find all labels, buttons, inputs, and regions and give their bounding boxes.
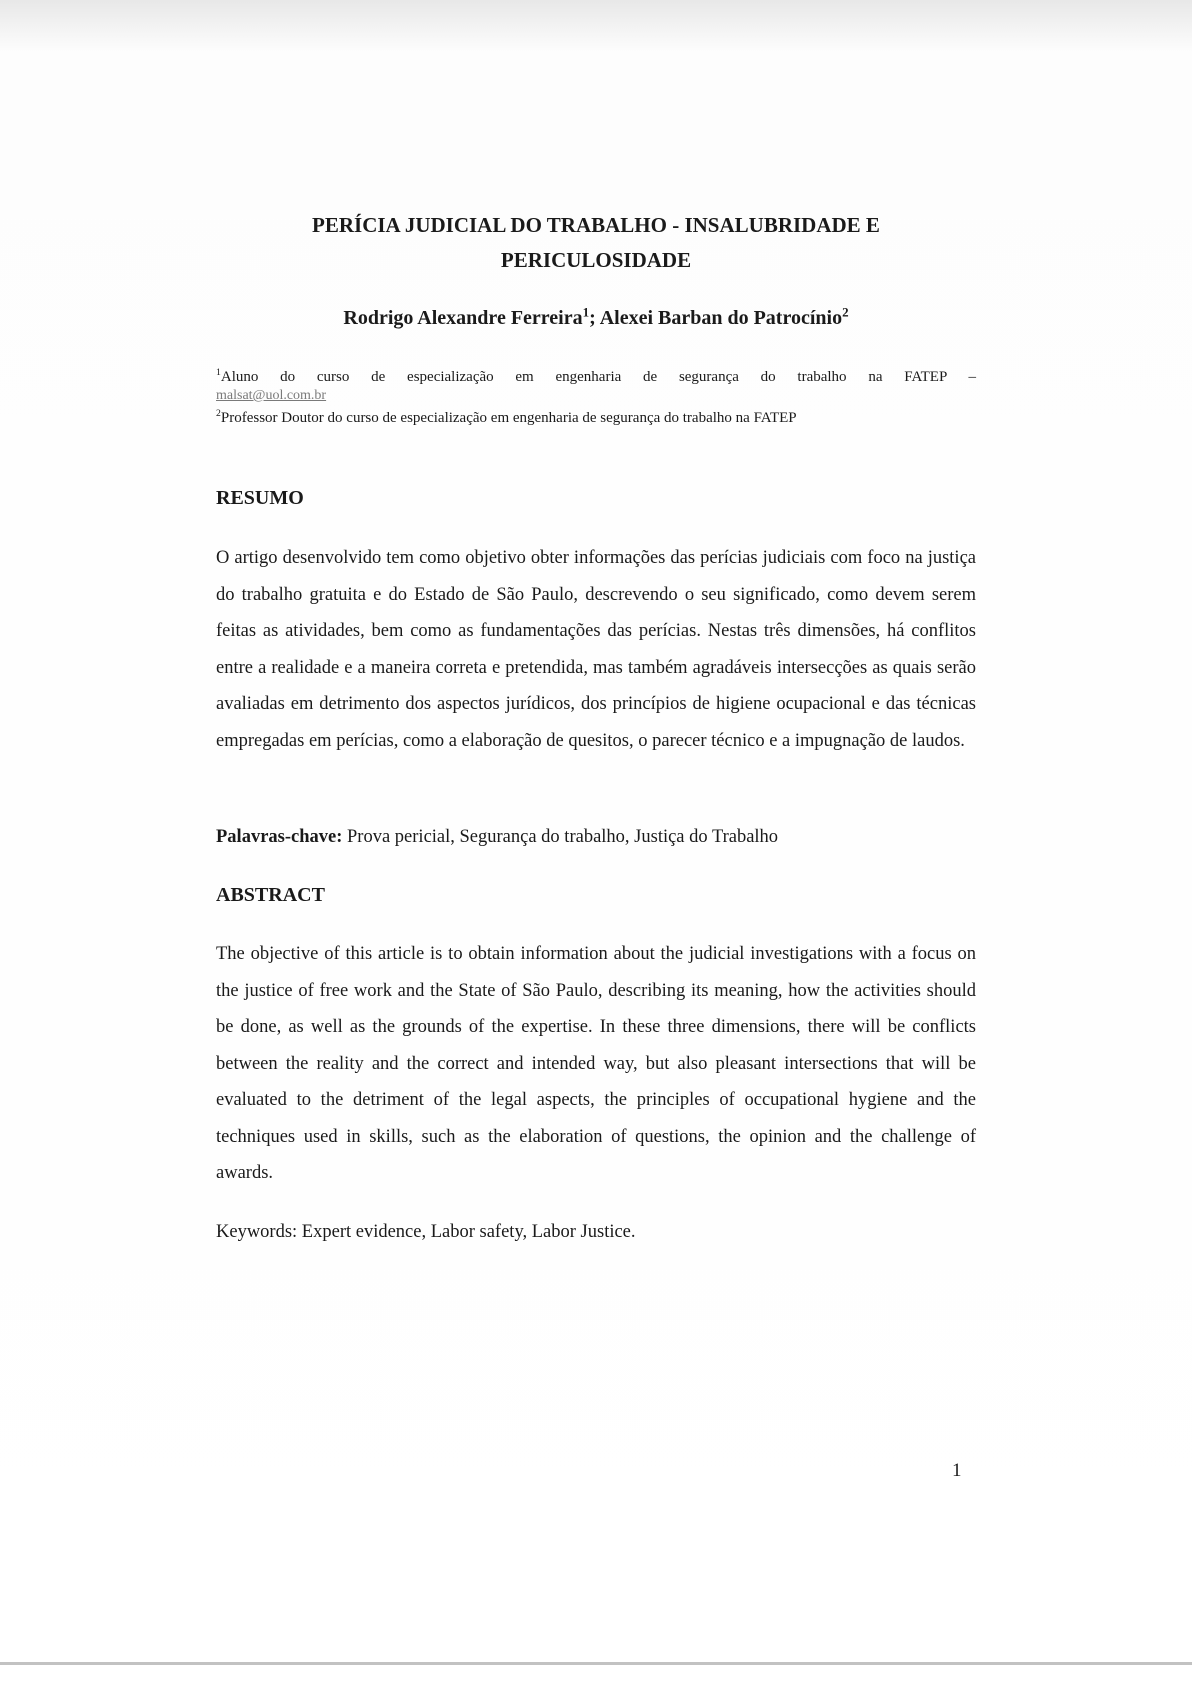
affiliation-2-mark: 2: [216, 408, 221, 419]
affiliation-2-text: Professor Doutor do curso de especialização em engenharia de segurança do trabalho na FATEP: [220, 410, 797, 426]
author-1: Rodrigo Alexandre Ferreira: [343, 307, 583, 329]
affiliation-1: [216, 367, 976, 387]
paper-title: [216, 208, 976, 278]
palavras-chave-text: Prova pericial, Segurança do trabalho, Justiça do Trabalho: [347, 827, 779, 847]
affiliation-2: [216, 408, 976, 428]
author-list: [216, 304, 976, 332]
page-number: 1: [952, 1460, 962, 1481]
abstract-heading: ABSTRACT: [216, 884, 325, 906]
author-2-mark: 2: [842, 304, 849, 320]
author-2: Alexei Barban do Patrocínio: [599, 307, 843, 329]
resumo-heading: RESUMO: [216, 487, 304, 509]
palavras-chave-label: Palavras-chave:: [216, 827, 343, 847]
author-1-mark: 1: [582, 304, 590, 320]
affiliation-1-mark: 1: [216, 367, 221, 378]
resumo-paragraph: O artigo desenvolvido tem como objetivo obter informações das perícias judiciais com foco na justiça do trabalho gratuita e do Estado de São Paulo, descrevendo o seu significado, como devem serem feitas as atividades, bem como as fundamentações das perícias. Nestas três dimensões, há conflitos entre a realidade e a maneira correta e pretendida, mas também agradáveis intersecções as quais serão avaliadas em detrimento dos aspectos jurídicos, dos princípios de higiene ocupacional e das técnicas empregadas em perícias, como a elaboração de quesitos, o parecer técnico e a impugnação de laudos.: [216, 548, 976, 751]
affiliation-1-text: Aluno do curso de especialização em engenharia de segurança do trabalho na FATEP –: [220, 369, 976, 385]
paper-title-line-2: PERICULOSIDADE: [500, 248, 692, 272]
scan-shadow-top: [0, 0, 1192, 52]
palavras-chave: [216, 823, 976, 851]
author-separator: ;: [589, 307, 600, 329]
paper-title-line-1: PERÍCIA JUDICIAL DO TRABALHO - INSALUBRIDADE E: [312, 213, 880, 237]
scan-edge-bottom: [0, 1662, 1192, 1665]
author-email-link[interactable]: malsat@uol.com.br: [216, 388, 327, 403]
keywords-line: Keywords: Expert evidence, Labor safety, Labor Justice.: [216, 1222, 636, 1242]
abstract-paragraph: The objective of this article is to obtain information about the judicial investigations with a focus on the justice of free work and the State of São Paulo, describing its meaning, how the activities should be done, as well as the grounds of the expertise. In these three dimensions, there will be conflicts between the reality and the correct and intended way, but also pleasant intersections that will be evaluated to the detriment of the legal aspects, the principles of occupational hygiene and the techniques used in skills, such as the elaboration of questions, the opinion and the challenge of awards.: [216, 944, 976, 1183]
